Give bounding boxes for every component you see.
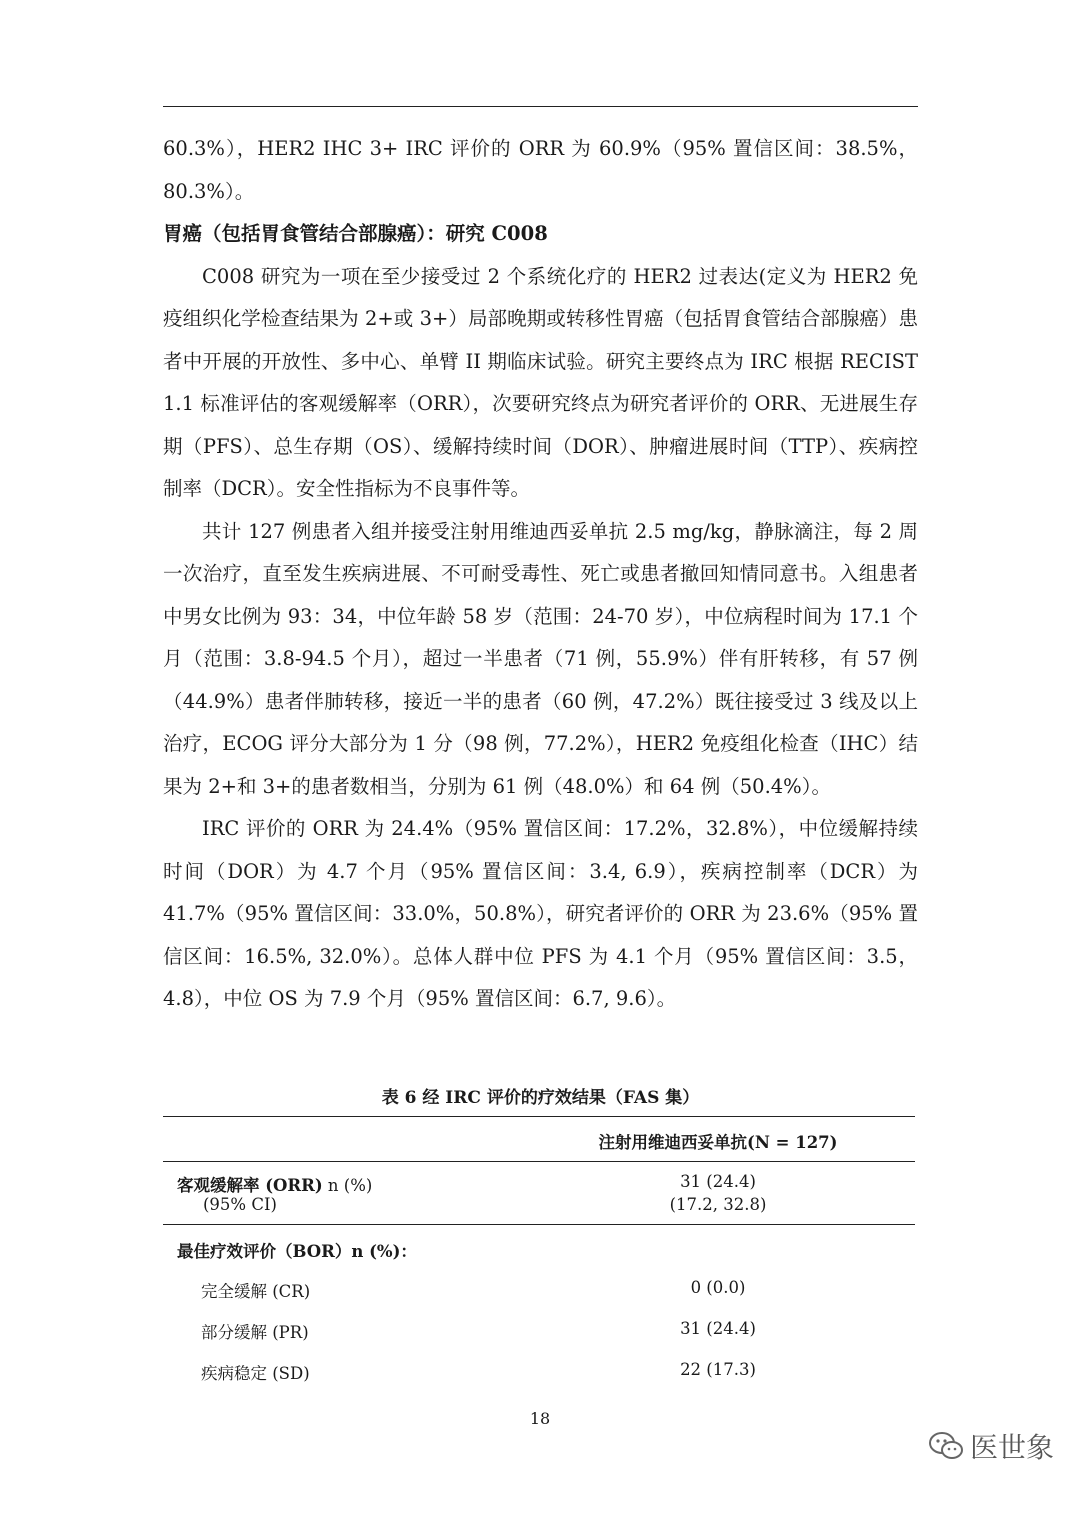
header-rule (163, 106, 918, 107)
orr-label-suffix: n (%) (322, 1176, 373, 1195)
table-row-value: 31 (24.4) (680, 1319, 756, 1338)
paragraph-4: IRC 评价的 ORR 为 24.4%（95% 置信区间：17.2%，32.8%），中位缓解持续时间（DOR）为 4.7 个月（95% 置信区间：3.4, 6.9），疾病控制率（DCR）为 41.7%（95% 置信区间：33.0%，50.8%），研究者评价的 ORR 为 23.6%（95% 置信区间：16.5%, 32.0%）。总体人群中位 PFS 为 4.1 个月（95% 置信区间：3.5，4.8），中位 OS 为 7.9 个月（95% 置信区间：6.7, 9.6）。 (163, 817, 918, 1010)
section-heading: 胃癌（包括胃食管结合部腺癌）：研究 C008 (163, 222, 548, 245)
table-row-label: 部分缓解 (PR) (201, 1323, 309, 1342)
watermark-text: 医世象 (970, 1431, 1055, 1464)
paragraph-2: C008 研究为一项在至少接受过 2 个系统化疗的 HER2 过表达(定义为 HER2 免疫组织化学检查结果为 2+或 3+）局部晚期或转移性胃癌（包括胃食管结合部腺癌）患者中开展的开放性、多中心、单臂 II 期临床试验。研究主要终点为 IRC 根据 RECIST 1.1 标准评估的客观缓解率（ORR），次要研究终点为研究者评价的 ORR、无进展生存期（PFS）、总生存期（OS）、缓解持续时间（DOR）、肿瘤进展时间（TTP）、疾病控制率（DCR）。安全性指标为不良事件等。 (163, 264, 918, 500)
wechat-icon (928, 1430, 964, 1462)
page-number: 18 (529, 1409, 551, 1428)
table-caption: 表 6 经 IRC 评价的疗效结果（FAS 集） (381, 1088, 700, 1108)
table-row-value: 22 (17.3) (680, 1360, 756, 1379)
table-row-label: 完全缓解 (CR) (201, 1282, 311, 1301)
watermark (928, 1426, 1054, 1466)
table-mid-rule (163, 1224, 915, 1225)
table-header-rule (163, 1161, 915, 1162)
table-top-rule (163, 1116, 915, 1117)
column-header: 注射用维迪西妥单抗(N = 127) (598, 1133, 838, 1152)
orr-ci-value: (17.2, 32.8) (669, 1195, 767, 1214)
paragraph-1: 60.3%），HER2 IHC 3+ IRC 评价的 ORR 为 60.9%（95% 置信区间：38.5%，80.3%）。 (163, 137, 918, 203)
paragraph-3: 共计 127 例患者入组并接受注射用维迪西妥单抗 2.5 mg/kg，静脉滴注，每 2 周一次治疗，直至发生疾病进展、不可耐受毒性、死亡或患者撤回知情同意书。入组患者中男女比例为 93：34，中位年龄 58 岁（范围：24-70 岁），中位病程时间为 17.1 个月（范围：3.8-94.5 个月），超过一半患者（71 例，55.9%）伴有肝转移，有 57 例（44.9%）患者伴肺转移，接近一半的患者（60 例，47.2%）既往接受过 3 线及以上治疗，ECOG 评分大部分为 1 分（98 例，77.2%），HER2 免疫组化检查（IHC）结果为 2+和 3+的患者数相当，分别为 61 例（48.0%）和 64 例（50.4%）。 (163, 519, 918, 798)
table-row-label: 疾病稳定 (SD) (201, 1364, 310, 1383)
orr-value: 31 (24.4) (680, 1172, 756, 1191)
orr-ci-label: (95% CI) (203, 1195, 277, 1214)
table-row-value: 0 (0.0) (690, 1278, 746, 1297)
body-text (163, 128, 918, 1021)
orr-label (177, 1172, 372, 1196)
orr-label-bold: 客观缓解率 (ORR) (177, 1176, 323, 1195)
bor-header: 最佳疗效评价（BOR）n (%)： (177, 1242, 417, 1261)
